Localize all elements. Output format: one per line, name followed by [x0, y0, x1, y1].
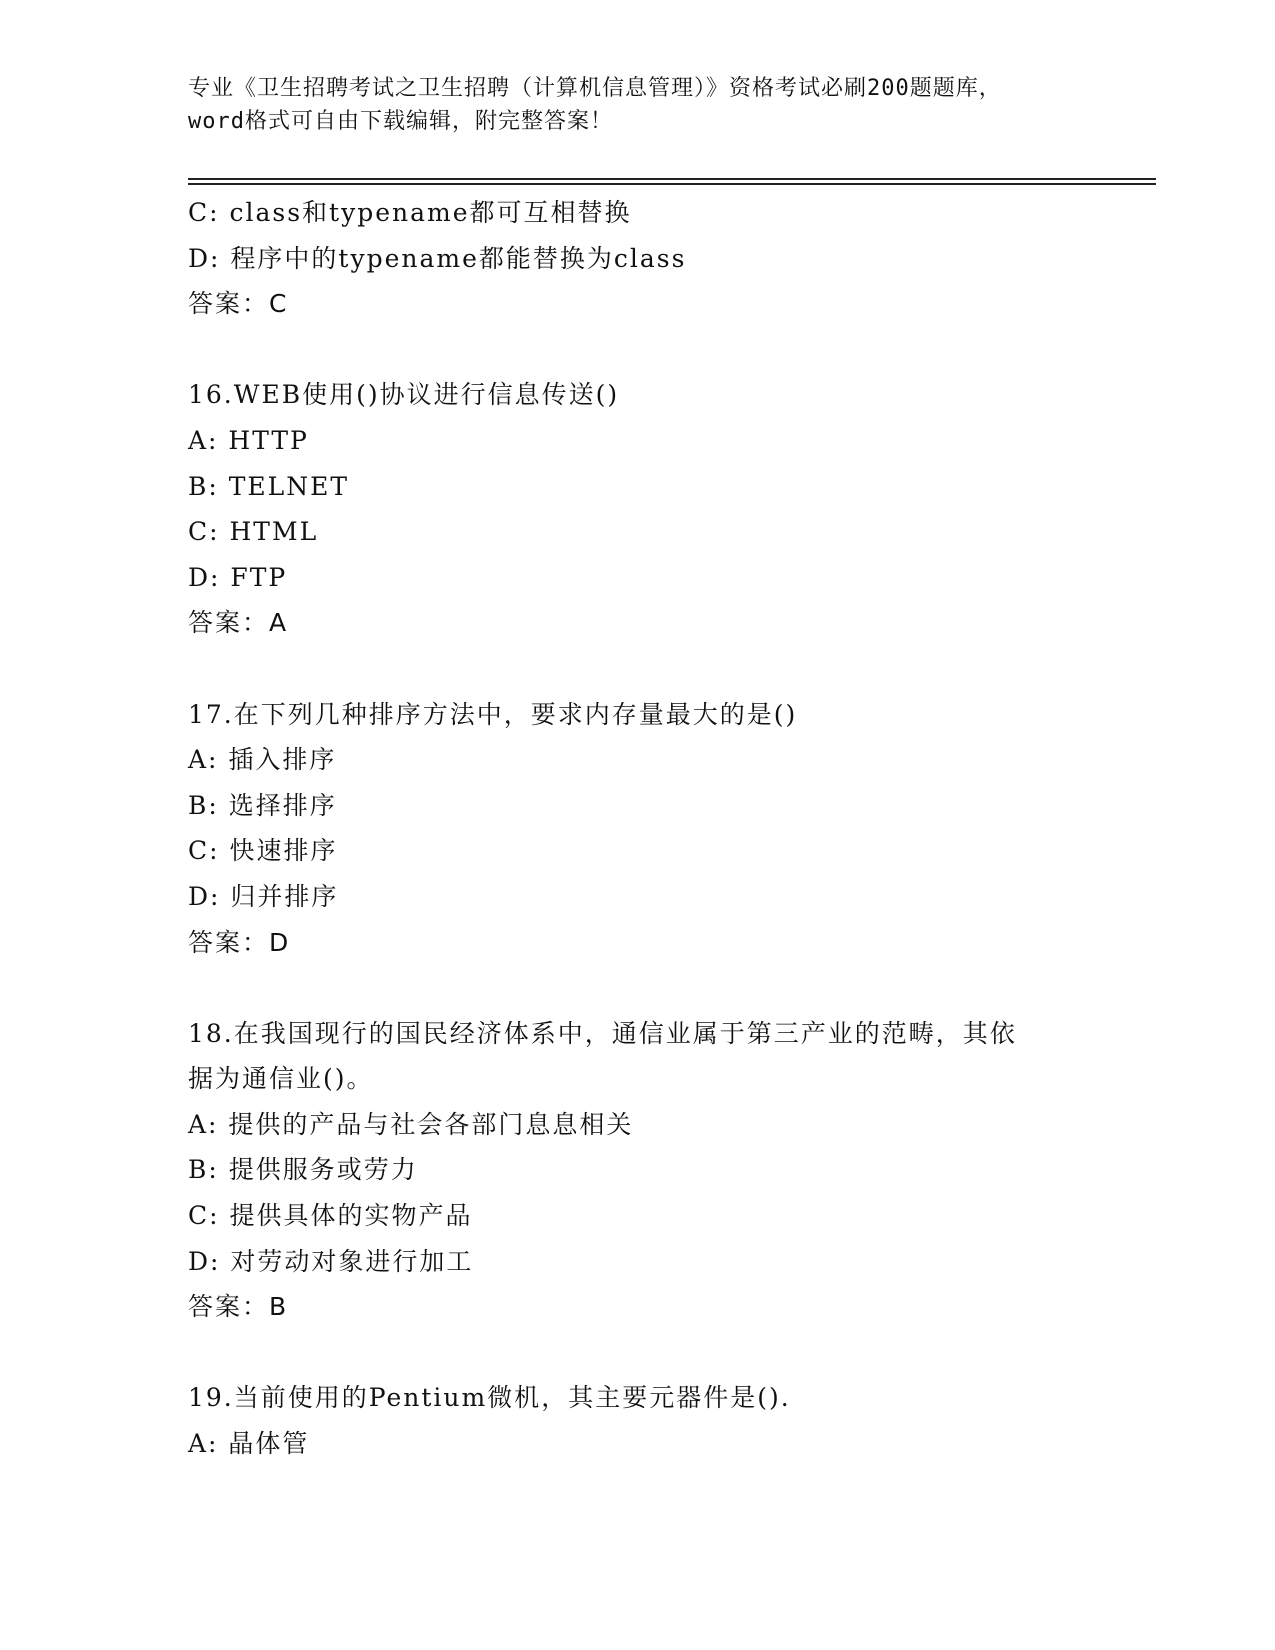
- header-divider-bottom: [188, 183, 1156, 185]
- header-title-line-2: word格式可自由下载编辑，附完整答案！: [188, 109, 613, 134]
- option-b: B: 提供服务或劳力: [188, 1155, 418, 1185]
- option-d: D: 对劳动对象进行加工: [188, 1246, 474, 1276]
- header-divider-top: [188, 178, 1156, 180]
- question-text: 17.在下列几种排序方法中，要求内存量最大的是(): [188, 699, 798, 729]
- option-a: A: 晶体管: [188, 1429, 310, 1459]
- question-block-15-tail: [188, 190, 1108, 327]
- option-a: A: HTTP: [188, 425, 309, 455]
- answer-line: 答案：D: [188, 927, 291, 957]
- option-a: A: 插入排序: [188, 745, 337, 775]
- answer-line: 答案：C: [188, 289, 289, 319]
- option-d: D: 程序中的typename都能替换为class: [188, 243, 687, 273]
- header-title-line-1: 专业《卫生招聘考试之卫生招聘（计算机信息管理）》资格考试必刷200题题库，: [188, 76, 1002, 101]
- question-block-16: [188, 372, 1108, 646]
- question-text: 16.WEB使用()协议进行信息传送(): [188, 380, 620, 410]
- document-header: [188, 72, 1088, 138]
- option-c: C: 提供具体的实物产品: [188, 1201, 473, 1231]
- answer-line: 答案：A: [188, 608, 289, 638]
- option-b: B: 选择排序: [188, 790, 337, 820]
- question-text: 19.当前使用的Pentium微机，其主要元器件是().: [188, 1383, 791, 1413]
- option-d: D: FTP: [188, 562, 288, 592]
- option-b: B: TELNET: [188, 471, 350, 501]
- spacer: [188, 327, 1108, 373]
- question-block-19: [188, 1375, 1108, 1466]
- question-text-line-2: 据为通信业()。: [188, 1064, 374, 1094]
- question-text-line-1: 18.在我国现行的国民经济体系中，通信业属于第三产业的范畴，其依: [188, 1018, 1017, 1048]
- option-c: C: class和typename都可互相替换: [188, 198, 632, 227]
- option-c: C: 快速排序: [188, 836, 338, 866]
- option-c: C: HTML: [188, 517, 319, 547]
- question-block-17: [188, 692, 1108, 966]
- option-d: D: 归并排序: [188, 881, 339, 911]
- answer-line: 答案：B: [188, 1292, 289, 1322]
- question-list: [188, 190, 1108, 1467]
- option-a: A: 提供的产品与社会各部门息息相关: [188, 1109, 634, 1139]
- spacer: [188, 965, 1108, 1011]
- question-block-18: [188, 1011, 1108, 1330]
- spacer: [188, 1330, 1108, 1376]
- spacer: [188, 646, 1108, 692]
